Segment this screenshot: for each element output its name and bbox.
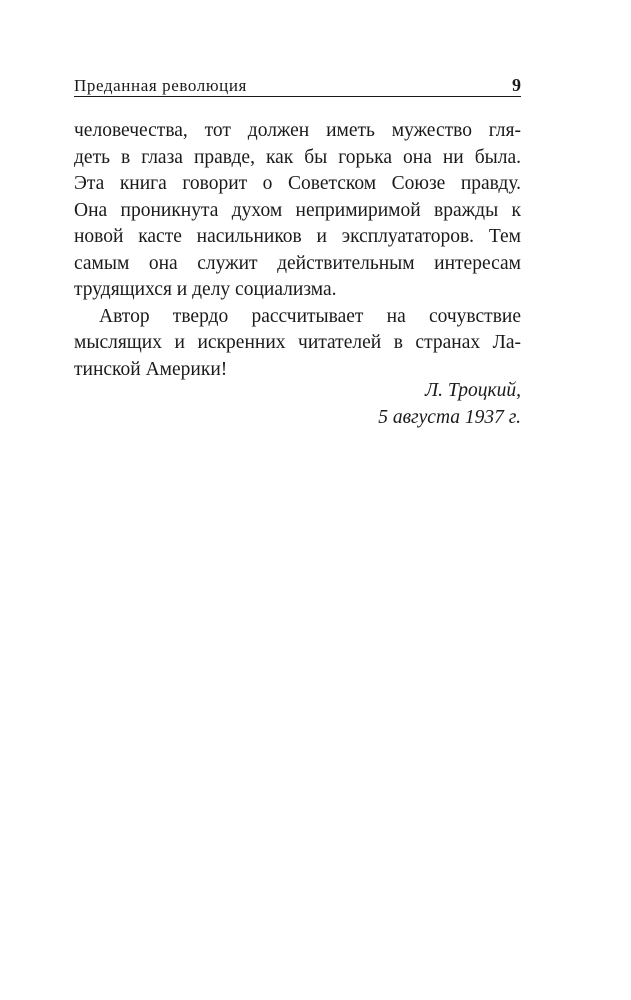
signature-date: 5 августа 1937 г.	[378, 406, 521, 428]
text-line: мыслящих и искренних читателей в странах Ла-	[74, 332, 521, 353]
text-line: деть в глаза правде, как бы горька она ни была.	[74, 146, 521, 168]
text-line: тинской Америки!	[74, 358, 228, 380]
body-text	[74, 118, 521, 383]
text-line: Она проникнута духом непримиримой вражды к	[74, 199, 521, 221]
running-header	[74, 72, 521, 97]
page-number: 9	[512, 75, 521, 95]
signature-block	[378, 378, 521, 431]
paragraph-2	[74, 304, 521, 384]
paragraph-1	[74, 118, 521, 304]
text-line: новой касте насильников и эксплуататоров. Тем	[74, 226, 521, 247]
text-line: Автор твердо рассчитывает на сочувствие	[99, 305, 521, 327]
text-line: человечества, тот должен иметь мужество гля-	[74, 120, 521, 141]
signature-author: Л. Троцкий,	[424, 380, 521, 401]
running-head-title: Преданная революция	[74, 76, 247, 95]
text-line: Эта книга говорит о Советском Союзе правду.	[74, 173, 521, 194]
text-line: самым она служит действительным интересам	[74, 252, 521, 274]
text-line: трудящихся и делу социализма.	[74, 279, 337, 300]
